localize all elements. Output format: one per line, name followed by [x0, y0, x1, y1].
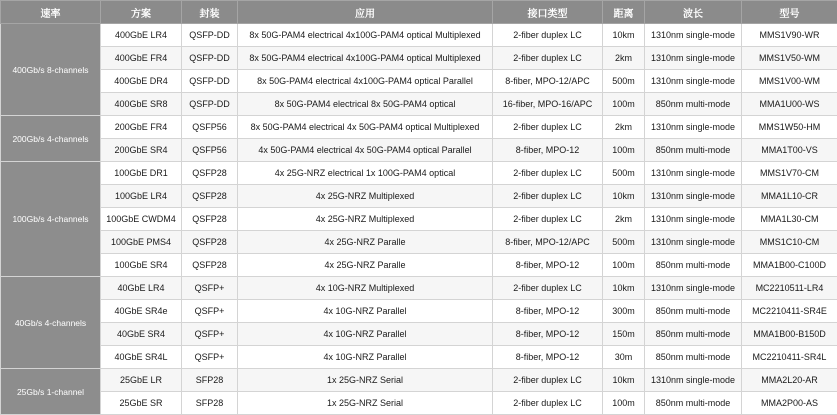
- model-cell: MMA1T00-VS: [742, 139, 837, 162]
- rate-group-cell: 200Gb/s 4-channels: [1, 116, 101, 162]
- table-row: [1, 47, 837, 70]
- table-row: [1, 208, 837, 231]
- distance-cell: 500m: [603, 231, 645, 254]
- scheme-cell: 400GbE SR8: [101, 93, 182, 116]
- header-model: 型号: [742, 1, 837, 24]
- model-cell: MMS1V00-WM: [742, 70, 837, 93]
- wavelength-cell: 1310nm single-mode: [645, 162, 742, 185]
- interface-cell: 8-fiber, MPO-12/APC: [493, 231, 603, 254]
- table-row: [1, 300, 837, 323]
- table-row: [1, 231, 837, 254]
- scheme-cell: 40GbE SR4: [101, 323, 182, 346]
- application-cell: 4x 25G-NRZ Multiplexed: [238, 208, 493, 231]
- package-cell: QSFP28: [182, 254, 238, 277]
- wavelength-cell: 850nm multi-mode: [645, 392, 742, 415]
- wavelength-cell: 850nm multi-mode: [645, 300, 742, 323]
- application-cell: 4x 10G-NRZ Multiplexed: [238, 277, 493, 300]
- table-row: [1, 139, 837, 162]
- scheme-cell: 40GbE SR4L: [101, 346, 182, 369]
- table-row: [1, 323, 837, 346]
- package-cell: QSFP28: [182, 208, 238, 231]
- table-row: [1, 254, 837, 277]
- wavelength-cell: 1310nm single-mode: [645, 277, 742, 300]
- model-cell: MMS1V50-WM: [742, 47, 837, 70]
- package-cell: SFP28: [182, 392, 238, 415]
- package-cell: QSFP28: [182, 162, 238, 185]
- interface-cell: 2-fiber duplex LC: [493, 277, 603, 300]
- application-cell: 4x 25G-NRZ Paralle: [238, 254, 493, 277]
- package-cell: QSFP+: [182, 300, 238, 323]
- interface-cell: 8-fiber, MPO-12: [493, 323, 603, 346]
- wavelength-cell: 850nm multi-mode: [645, 254, 742, 277]
- wavelength-cell: 1310nm single-mode: [645, 185, 742, 208]
- application-cell: 8x 50G-PAM4 electrical 4x100G-PAM4 optical Multiplexed: [238, 47, 493, 70]
- scheme-cell: 40GbE SR4e: [101, 300, 182, 323]
- distance-cell: 10km: [603, 277, 645, 300]
- interface-cell: 2-fiber duplex LC: [493, 162, 603, 185]
- header-rate: 速率: [1, 1, 101, 24]
- header-interface: 接口类型: [493, 1, 603, 24]
- interface-cell: 2-fiber duplex LC: [493, 208, 603, 231]
- application-cell: 4x 25G-NRZ Multiplexed: [238, 185, 493, 208]
- scheme-cell: 40GbE LR4: [101, 277, 182, 300]
- header-scheme: 方案: [101, 1, 182, 24]
- table-row: [1, 185, 837, 208]
- distance-cell: 2km: [603, 47, 645, 70]
- interface-cell: 2-fiber duplex LC: [493, 24, 603, 47]
- model-cell: MMA1B00-C100D: [742, 254, 837, 277]
- distance-cell: 100m: [603, 93, 645, 116]
- distance-cell: 2km: [603, 116, 645, 139]
- model-cell: MMS1V70-CM: [742, 162, 837, 185]
- interface-cell: 2-fiber duplex LC: [493, 116, 603, 139]
- package-cell: QSFP56: [182, 116, 238, 139]
- distance-cell: 10km: [603, 369, 645, 392]
- scheme-cell: 200GbE SR4: [101, 139, 182, 162]
- model-cell: MMS1V90-WR: [742, 24, 837, 47]
- table-row: [1, 277, 837, 300]
- application-cell: 8x 50G-PAM4 electrical 4x100G-PAM4 optical Parallel: [238, 70, 493, 93]
- wavelength-cell: 850nm multi-mode: [645, 323, 742, 346]
- model-cell: MMA1B00-B150D: [742, 323, 837, 346]
- application-cell: 4x 50G-PAM4 electrical 4x 50G-PAM4 optical Parallel: [238, 139, 493, 162]
- package-cell: QSFP-DD: [182, 93, 238, 116]
- interface-cell: 16-fiber, MPO-16/APC: [493, 93, 603, 116]
- package-cell: QSFP28: [182, 231, 238, 254]
- model-cell: MC2210411-SR4E: [742, 300, 837, 323]
- package-cell: QSFP+: [182, 323, 238, 346]
- table-row: [1, 392, 837, 415]
- application-cell: 4x 25G-NRZ Paralle: [238, 231, 493, 254]
- scheme-cell: 100GbE PMS4: [101, 231, 182, 254]
- scheme-cell: 25GbE LR: [101, 369, 182, 392]
- interface-cell: 8-fiber, MPO-12: [493, 139, 603, 162]
- scheme-cell: 25GbE SR: [101, 392, 182, 415]
- scheme-cell: 100GbE SR4: [101, 254, 182, 277]
- rate-group-cell: 25Gb/s 1-channel: [1, 369, 101, 415]
- distance-cell: 500m: [603, 162, 645, 185]
- interface-cell: 2-fiber duplex LC: [493, 47, 603, 70]
- package-cell: QSFP28: [182, 185, 238, 208]
- header-wavelength: 波长: [645, 1, 742, 24]
- application-cell: 8x 50G-PAM4 electrical 4x 50G-PAM4 optical Multiplexed: [238, 116, 493, 139]
- distance-cell: 30m: [603, 346, 645, 369]
- table-row: [1, 93, 837, 116]
- package-cell: QSFP-DD: [182, 24, 238, 47]
- header-distance: 距离: [603, 1, 645, 24]
- header-package: 封装: [182, 1, 238, 24]
- wavelength-cell: 1310nm single-mode: [645, 47, 742, 70]
- application-cell: 1x 25G-NRZ Serial: [238, 392, 493, 415]
- package-cell: QSFP+: [182, 277, 238, 300]
- distance-cell: 100m: [603, 254, 645, 277]
- application-cell: 1x 25G-NRZ Serial: [238, 369, 493, 392]
- wavelength-cell: 1310nm single-mode: [645, 70, 742, 93]
- rate-group-cell: 400Gb/s 8-channels: [1, 24, 101, 116]
- model-cell: MMA2P00-AS: [742, 392, 837, 415]
- package-cell: QSFP-DD: [182, 70, 238, 93]
- scheme-cell: 100GbE CWDM4: [101, 208, 182, 231]
- distance-cell: 100m: [603, 392, 645, 415]
- interface-cell: 8-fiber, MPO-12: [493, 300, 603, 323]
- header-application: 应用: [238, 1, 493, 24]
- rate-group-cell: 100Gb/s 4-channels: [1, 162, 101, 277]
- table-body: [1, 24, 837, 415]
- package-cell: QSFP56: [182, 139, 238, 162]
- scheme-cell: 400GbE DR4: [101, 70, 182, 93]
- rate-group-cell: 40Gb/s 4-channels: [1, 277, 101, 369]
- model-cell: MC2210511-LR4: [742, 277, 837, 300]
- application-cell: 8x 50G-PAM4 electrical 8x 50G-PAM4 optical: [238, 93, 493, 116]
- distance-cell: 150m: [603, 323, 645, 346]
- wavelength-cell: 1310nm single-mode: [645, 116, 742, 139]
- scheme-cell: 100GbE LR4: [101, 185, 182, 208]
- interface-cell: 2-fiber duplex LC: [493, 185, 603, 208]
- distance-cell: 2km: [603, 208, 645, 231]
- interface-cell: 8-fiber, MPO-12: [493, 254, 603, 277]
- wavelength-cell: 1310nm single-mode: [645, 231, 742, 254]
- application-cell: 4x 10G-NRZ Parallel: [238, 300, 493, 323]
- distance-cell: 500m: [603, 70, 645, 93]
- interface-cell: 8-fiber, MPO-12: [493, 346, 603, 369]
- model-cell: MMA1U00-WS: [742, 93, 837, 116]
- distance-cell: 10km: [603, 185, 645, 208]
- interface-cell: 2-fiber duplex LC: [493, 392, 603, 415]
- scheme-cell: 200GbE FR4: [101, 116, 182, 139]
- table-row: [1, 369, 837, 392]
- wavelength-cell: 850nm multi-mode: [645, 93, 742, 116]
- wavelength-cell: 1310nm single-mode: [645, 369, 742, 392]
- distance-cell: 100m: [603, 139, 645, 162]
- wavelength-cell: 850nm multi-mode: [645, 139, 742, 162]
- scheme-cell: 400GbE FR4: [101, 47, 182, 70]
- distance-cell: 10km: [603, 24, 645, 47]
- model-cell: MC2210411-SR4L: [742, 346, 837, 369]
- model-cell: MMS1C10-CM: [742, 231, 837, 254]
- application-cell: 8x 50G-PAM4 electrical 4x100G-PAM4 optical Multiplexed: [238, 24, 493, 47]
- table-row: [1, 116, 837, 139]
- application-cell: 4x 10G-NRZ Parallel: [238, 323, 493, 346]
- package-cell: SFP28: [182, 369, 238, 392]
- table-row: [1, 346, 837, 369]
- package-cell: QSFP-DD: [182, 47, 238, 70]
- application-cell: 4x 10G-NRZ Parallel: [238, 346, 493, 369]
- interface-cell: 2-fiber duplex LC: [493, 369, 603, 392]
- wavelength-cell: 850nm multi-mode: [645, 346, 742, 369]
- application-cell: 4x 25G-NRZ electrical 1x 100G-PAM4 optical: [238, 162, 493, 185]
- package-cell: QSFP+: [182, 346, 238, 369]
- model-cell: MMA1L10-CR: [742, 185, 837, 208]
- table-row: [1, 162, 837, 185]
- table-row: [1, 24, 837, 47]
- wavelength-cell: 1310nm single-mode: [645, 24, 742, 47]
- scheme-cell: 400GbE LR4: [101, 24, 182, 47]
- table-row: [1, 70, 837, 93]
- model-cell: MMA1L30-CM: [742, 208, 837, 231]
- header-row: [1, 1, 837, 24]
- model-cell: MMS1W50-HM: [742, 116, 837, 139]
- model-cell: MMA2L20-AR: [742, 369, 837, 392]
- wavelength-cell: 1310nm single-mode: [645, 208, 742, 231]
- scheme-cell: 100GbE DR1: [101, 162, 182, 185]
- distance-cell: 300m: [603, 300, 645, 323]
- interface-cell: 8-fiber, MPO-12/APC: [493, 70, 603, 93]
